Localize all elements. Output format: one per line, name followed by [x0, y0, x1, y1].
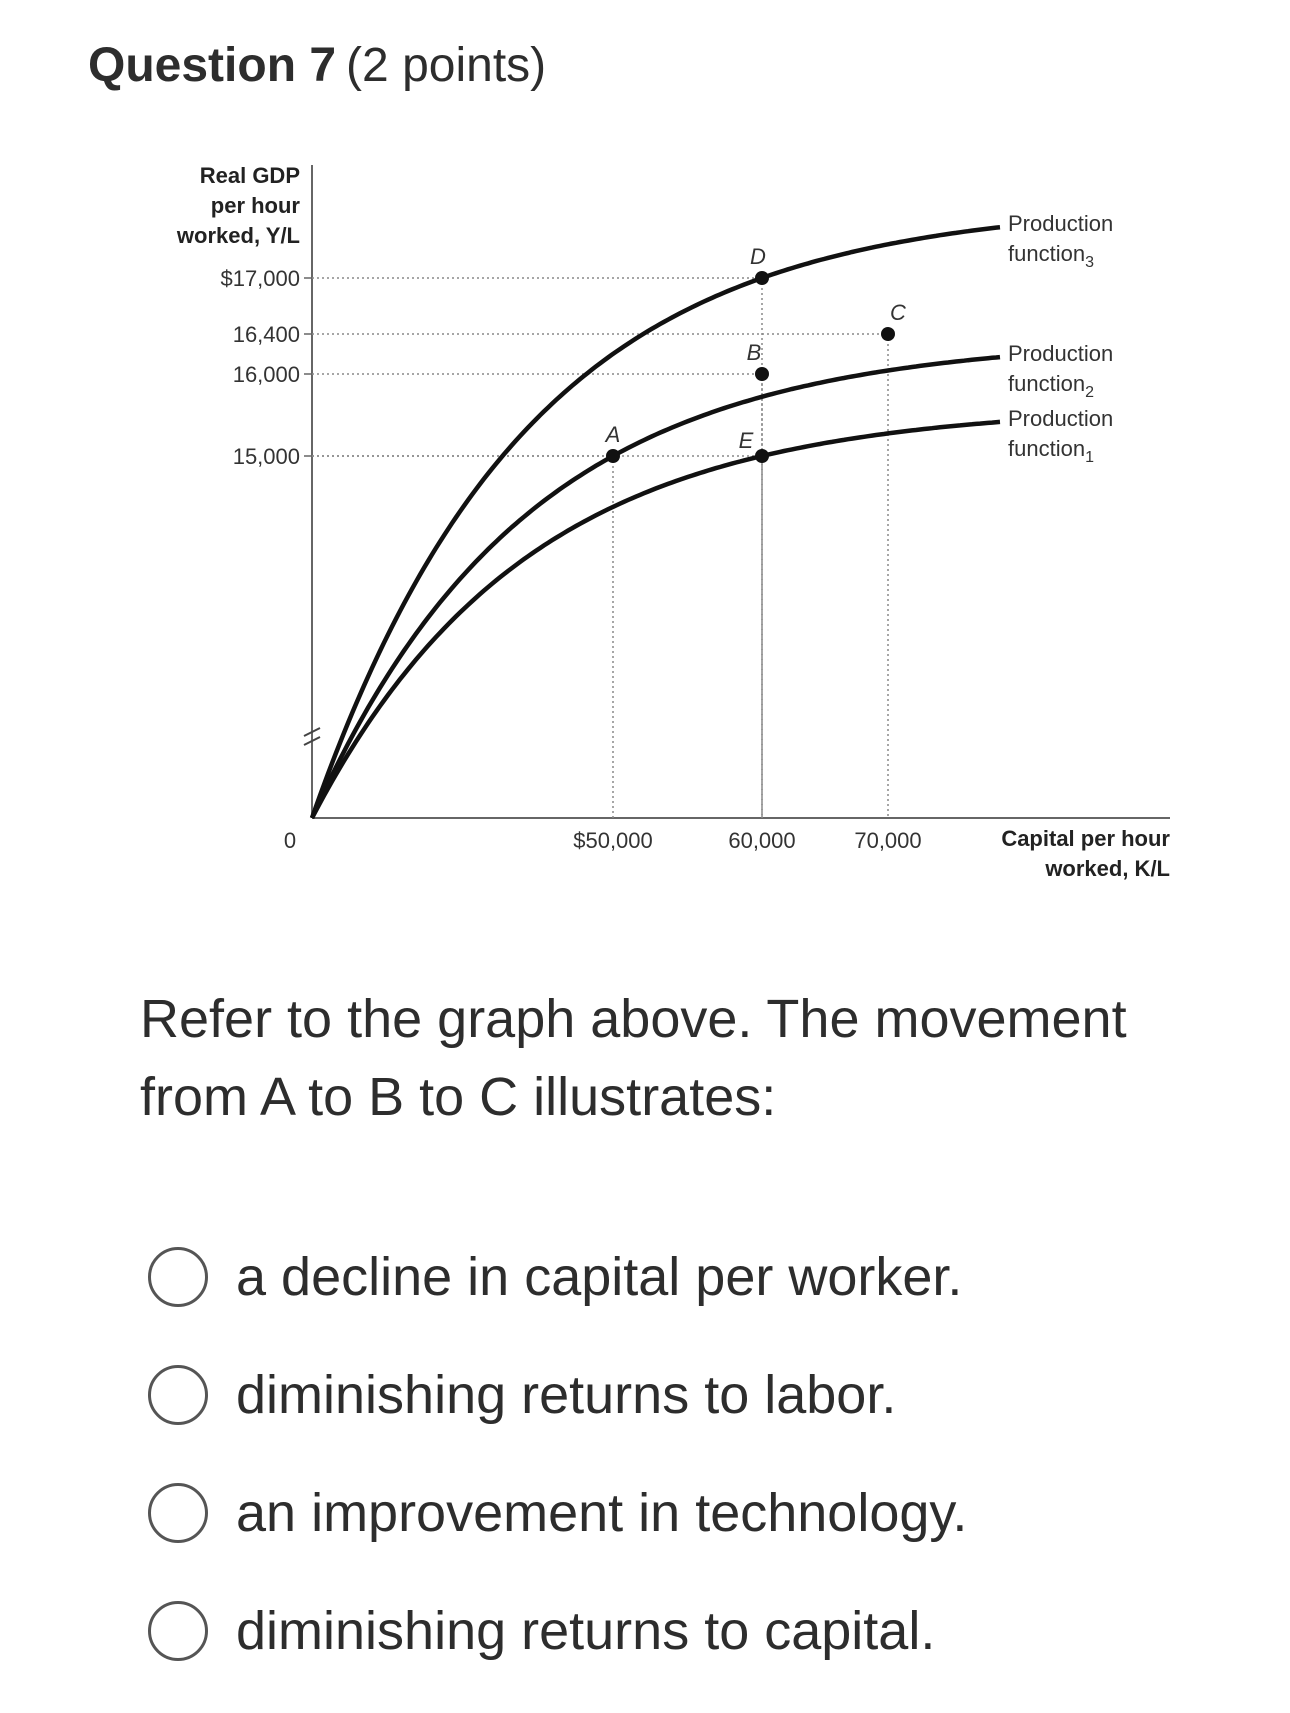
point-c [881, 327, 895, 341]
y-tick-label: 16,000 [232, 362, 300, 387]
radio-button[interactable] [148, 1483, 208, 1543]
point-label-e: E [738, 428, 754, 453]
question-number: Question 7 [88, 39, 337, 92]
series-label: Production [1008, 405, 1114, 431]
curve-production-function1 [312, 422, 1000, 818]
radio-button[interactable] [148, 1247, 208, 1307]
option-label: an improvement in technology. [236, 1483, 968, 1543]
radio-button[interactable] [148, 1365, 208, 1425]
option-diminishing-capital[interactable] [148, 1572, 967, 1690]
point-a [606, 449, 620, 463]
origin-label: 0 [283, 828, 297, 853]
y-axis-label-line1: Real GDP [199, 163, 300, 188]
option-label: diminishing returns to capital. [236, 1601, 936, 1661]
option-diminishing-labor[interactable] [148, 1336, 967, 1454]
point-d [755, 271, 769, 285]
point-label-c: C [890, 300, 906, 325]
point-b [755, 367, 769, 381]
x-axis-label-line2: worked, K/L [1045, 856, 1170, 881]
question-points: (2 points) [346, 39, 547, 92]
point-label-d: D [750, 244, 766, 269]
series-label-sub: function$_2$ [1008, 371, 1094, 402]
x-tick-label: 70,000 [854, 828, 922, 853]
option-label: a decline in capital per worker. [236, 1247, 963, 1307]
y-axis-label-line2: per hour [210, 193, 300, 218]
x-tick-label: $50,000 [573, 828, 653, 853]
y-axis-label-line3: worked, Y/L [176, 223, 300, 248]
x-axis-label-line1: Capital per hour [1001, 826, 1170, 851]
series-label-sub: function$_3$ [1008, 241, 1094, 272]
option-decline-capital[interactable] [148, 1218, 967, 1336]
y-tick-label: 16,400 [232, 322, 300, 347]
series-label-sub: function$_1$ [1008, 435, 1094, 466]
point-e [755, 449, 769, 463]
point-label-b: B [746, 340, 762, 365]
y-tick-label: $17,000 [220, 266, 300, 291]
question-prompt: Refer to the graph above. The movement from A to B to C illustrates: [140, 989, 1127, 1127]
x-tick-label: 60,000 [728, 828, 796, 853]
option-technology-improvement[interactable] [148, 1454, 967, 1572]
series-label: Production [1008, 341, 1114, 367]
option-label: diminishing returns to labor. [236, 1365, 897, 1425]
y-tick-label: 15,000 [232, 444, 300, 469]
answer-options [148, 1218, 967, 1690]
radio-button[interactable] [148, 1601, 208, 1661]
series-label: Production [1008, 211, 1114, 237]
point-label-a: A [605, 422, 621, 447]
